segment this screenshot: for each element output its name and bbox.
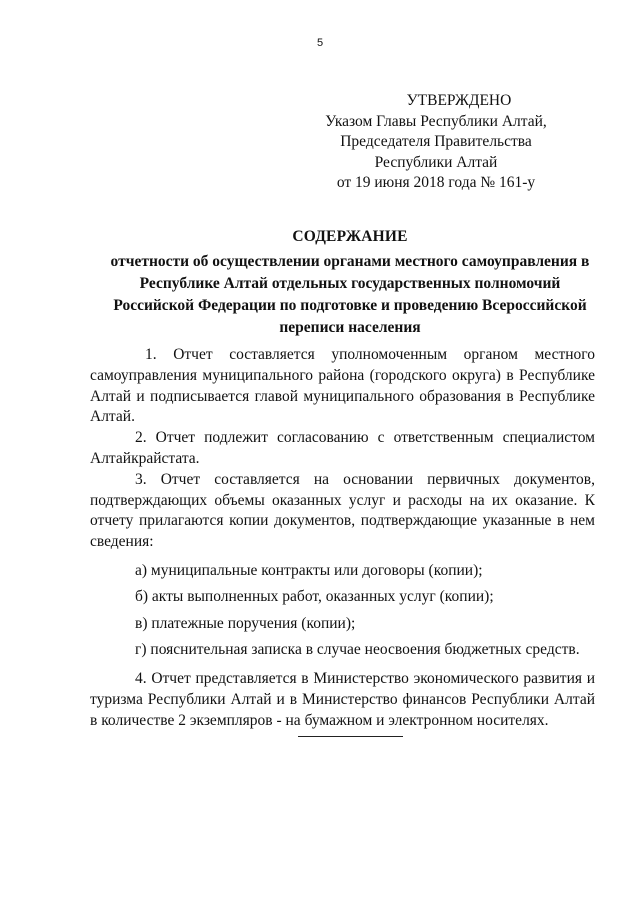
- approval-line-republic: Республики Алтай: [374, 153, 498, 171]
- approval-line-date: от 19 июня 2018 года № 161-у: [336, 174, 536, 191]
- end-separator: [298, 736, 403, 737]
- document-body: [90, 345, 595, 731]
- list-item: а) муниципальные контракты или договоры (копии);: [135, 561, 483, 579]
- document-title: [90, 226, 610, 339]
- subtitle-line: отчетности об осуществлении органами местного самоуправления в: [110, 253, 590, 270]
- subtitle-line: переписи населения: [279, 319, 421, 336]
- approval-heading: УТВЕРЖДЕНО: [406, 92, 512, 109]
- title-subtitle: [100, 251, 600, 339]
- paragraph-3: 3. Отчет составляется на основании первичных документов, подтверждающих объемы оказанных услуг и расходы на их оказание. К отчету прилагаются копии документов, подтверждающие указанные в нем сведения:: [90, 470, 595, 551]
- approval-line-position: Председателя Правительства: [340, 133, 532, 150]
- page-number: 5: [316, 37, 324, 49]
- approval-line-decree: Указом Главы Республики Алтай,: [325, 112, 547, 130]
- list-item: г) пояснительная записка в случае неосвоения бюджетных средств.: [135, 641, 580, 659]
- paragraph-1: 1. Отчет составляется уполномоченным органом местного самоуправления муниципального района (городского округа) в Республике Алтай и подписывается главой муниципального образования в Республике Алтай.: [90, 346, 595, 426]
- paragraph-4: 4. Отчет представляется в Министерство экономического развития и туризма Республики Алтай и в Министерство финансов Республики Алтай в количестве 2 экземпляров - на бумажном и электронном носителях.: [90, 669, 595, 729]
- subtitle-line: Российской Федерации по подготовке и проведению Всероссийской: [113, 297, 587, 314]
- subtitle-line: Республике Алтай отдельных государственных полномочий: [139, 275, 561, 292]
- title-heading: СОДЕРЖАНИЕ: [292, 228, 408, 245]
- list-item: в) платежные поручения (копии);: [135, 614, 356, 632]
- approval-stamp: [286, 91, 586, 194]
- list-item: б) акты выполненных работ, оказанных услуг (копии);: [135, 588, 494, 606]
- paragraph-2: 2. Отчет подлежит согласованию с ответственным специалистом Алтайкрайстата.: [90, 429, 595, 467]
